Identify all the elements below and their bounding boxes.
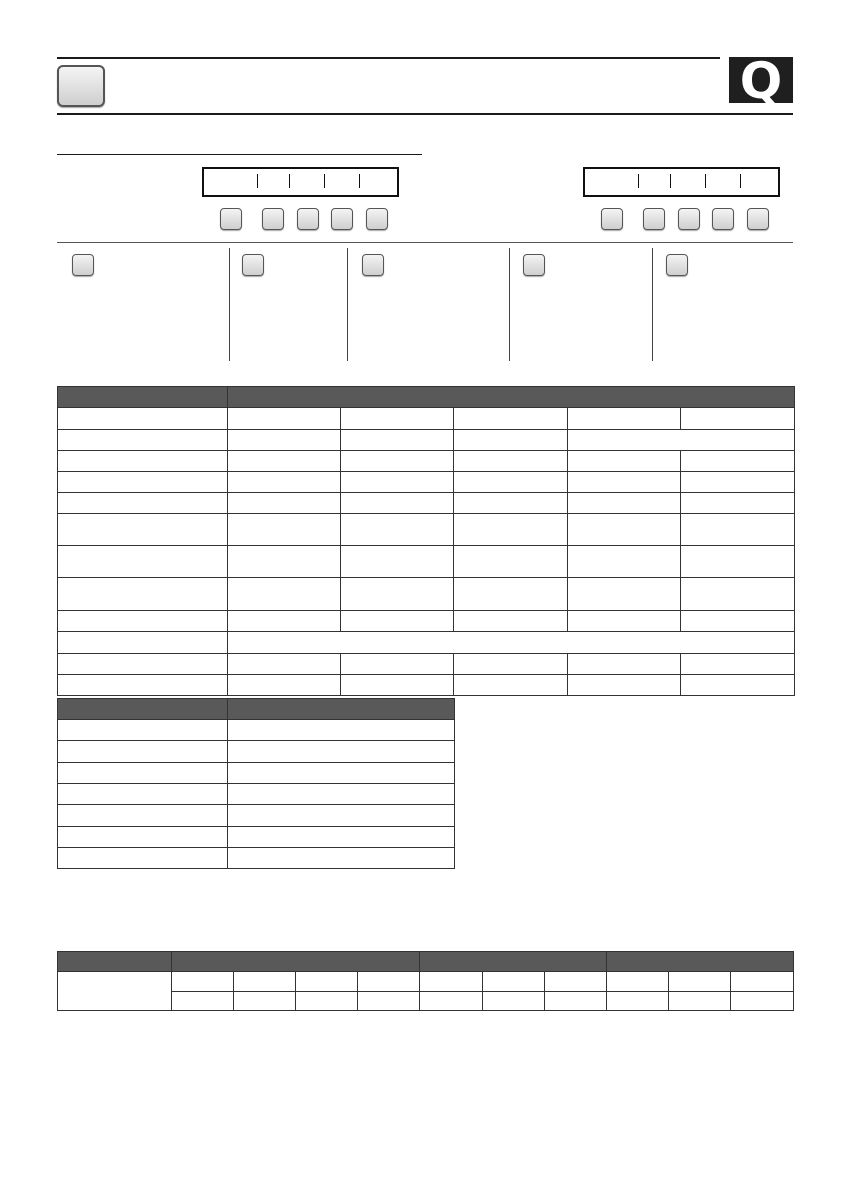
display-segment <box>670 174 671 188</box>
table-cell <box>172 972 234 992</box>
table-row <box>58 720 455 741</box>
table-cell <box>58 632 228 654</box>
table-row <box>58 784 455 805</box>
table-cell <box>58 546 228 578</box>
table-cell <box>568 514 681 546</box>
table-cell <box>482 972 544 992</box>
table-row <box>58 493 795 514</box>
table-cell <box>668 972 730 992</box>
header-cell <box>58 699 228 720</box>
table-cell <box>454 472 568 493</box>
table-cell <box>58 430 228 451</box>
table-cell <box>341 611 454 632</box>
table-cell <box>234 992 296 1011</box>
table-cell <box>358 992 420 1011</box>
table-cell <box>228 546 341 578</box>
bottom-table <box>57 951 794 1011</box>
table-cell <box>58 763 228 784</box>
table-row <box>58 632 795 654</box>
table-cell <box>668 992 730 1011</box>
setting-key-1[interactable] <box>72 254 94 276</box>
table-cell <box>341 408 454 430</box>
display-segment <box>740 174 741 188</box>
table-cell <box>228 611 341 632</box>
table-cell <box>681 472 795 493</box>
header-cell <box>58 952 172 972</box>
table-cell <box>568 546 681 578</box>
table-cell <box>58 493 228 514</box>
table-cell <box>172 992 234 1011</box>
table-cell <box>420 972 482 992</box>
table-cell <box>228 805 455 827</box>
display-segment <box>705 174 706 188</box>
table-cell <box>454 654 568 675</box>
table-cell <box>341 451 454 472</box>
table-cell <box>681 408 795 430</box>
table-row <box>58 805 455 827</box>
table-cell <box>454 578 568 611</box>
right-key-4[interactable] <box>712 208 734 230</box>
header-cell <box>420 952 606 972</box>
spec-table <box>57 386 795 696</box>
table-cell <box>681 451 795 472</box>
table-cell <box>58 408 228 430</box>
table-row <box>58 578 795 611</box>
table-cell <box>341 654 454 675</box>
table-row <box>58 451 795 472</box>
table-cell <box>730 992 793 1011</box>
table-cell <box>568 472 681 493</box>
table-cell <box>228 763 455 784</box>
table-cell <box>228 741 455 763</box>
table-row <box>58 763 455 784</box>
table-cell <box>58 578 228 611</box>
table-cell <box>544 972 606 992</box>
table-cell <box>454 514 568 546</box>
table-cell <box>730 972 793 992</box>
section-rule <box>57 154 422 155</box>
left-key-4[interactable] <box>331 208 353 230</box>
display-segment <box>324 174 325 188</box>
table-cell <box>568 675 681 696</box>
table-cell <box>568 611 681 632</box>
table-cell <box>58 720 228 741</box>
table-cell <box>58 827 228 848</box>
table-cell <box>228 408 341 430</box>
table-cell <box>454 675 568 696</box>
table-cell <box>681 675 795 696</box>
right-key-2[interactable] <box>643 208 665 230</box>
table-cell <box>341 546 454 578</box>
table-cell <box>681 514 795 546</box>
left-key-1[interactable] <box>220 208 242 230</box>
table-cell <box>681 611 795 632</box>
setting-key-5[interactable] <box>666 254 688 276</box>
table-cell <box>341 578 454 611</box>
table-cell <box>568 430 795 451</box>
table-cell <box>568 578 681 611</box>
left-key-5[interactable] <box>366 208 388 230</box>
table-cell <box>681 578 795 611</box>
table-cell <box>606 992 668 1011</box>
table-cell <box>228 848 455 869</box>
table-cell <box>454 493 568 514</box>
header-cell <box>172 952 420 972</box>
display-segment <box>289 174 290 188</box>
table-header-row <box>58 952 794 972</box>
header-cell <box>606 952 793 972</box>
table-cell <box>681 546 795 578</box>
table-cell <box>58 784 228 805</box>
table-cell <box>228 784 455 805</box>
table-header-row <box>58 387 795 408</box>
left-key-3[interactable] <box>297 208 319 230</box>
table-cell <box>58 654 228 675</box>
table-cell <box>228 654 341 675</box>
table-cell <box>454 546 568 578</box>
table-row <box>58 741 455 763</box>
table-cell <box>228 451 341 472</box>
table-cell <box>58 972 172 1011</box>
table-cell <box>341 493 454 514</box>
sub-table <box>57 698 455 869</box>
left-display <box>202 167 399 197</box>
table-cell <box>454 430 568 451</box>
table-cell <box>606 972 668 992</box>
table-cell <box>454 451 568 472</box>
setting-key-4[interactable] <box>523 254 545 276</box>
table-row <box>58 972 794 992</box>
table-cell <box>58 472 228 493</box>
header-key-icon <box>57 65 105 107</box>
table-cell <box>228 675 341 696</box>
setting-key-3[interactable] <box>362 254 384 276</box>
table-row <box>58 430 795 451</box>
table-cell <box>681 654 795 675</box>
table-cell <box>234 972 296 992</box>
table-row <box>58 611 795 632</box>
table-row <box>58 654 795 675</box>
table-header-row <box>58 699 455 720</box>
table-cell <box>358 972 420 992</box>
table-cell <box>58 611 228 632</box>
table-cell <box>296 992 358 1011</box>
left-key-2[interactable] <box>262 208 284 230</box>
table-cell <box>341 472 454 493</box>
header-bottom-rule <box>57 113 793 115</box>
settings-divider <box>652 248 653 361</box>
table-row <box>58 848 455 869</box>
table-cell <box>58 848 228 869</box>
table-cell <box>228 472 341 493</box>
table-cell <box>58 514 228 546</box>
table-cell <box>420 992 482 1011</box>
display-segment <box>359 174 360 188</box>
header-top-rule <box>57 57 720 59</box>
table-cell <box>228 430 341 451</box>
display-segment <box>638 174 639 188</box>
header-cell <box>228 699 455 720</box>
display-segment <box>257 174 258 188</box>
header-cell <box>58 387 228 408</box>
table-cell <box>482 992 544 1011</box>
table-cell <box>568 493 681 514</box>
settings-divider <box>229 248 230 361</box>
table-cell <box>58 741 228 763</box>
table-cell <box>228 827 455 848</box>
right-key-1[interactable] <box>601 208 623 230</box>
table-cell <box>568 408 681 430</box>
settings-divider <box>347 248 348 361</box>
table-row <box>58 514 795 546</box>
brand-logo <box>729 52 793 110</box>
table-cell <box>58 451 228 472</box>
setting-key-2[interactable] <box>242 254 264 276</box>
header-cell <box>228 387 795 408</box>
right-display <box>583 167 780 197</box>
table-row <box>58 472 795 493</box>
right-key-5[interactable] <box>747 208 769 230</box>
table-cell <box>454 408 568 430</box>
table-cell <box>58 675 228 696</box>
settings-rule <box>57 242 793 243</box>
table-row <box>58 675 795 696</box>
table-cell <box>341 514 454 546</box>
table-cell <box>568 451 681 472</box>
table-cell <box>228 514 341 546</box>
table-row <box>58 546 795 578</box>
right-key-3[interactable] <box>678 208 700 230</box>
table-cell <box>228 720 455 741</box>
table-cell <box>454 611 568 632</box>
table-cell <box>228 493 341 514</box>
table-cell <box>296 972 358 992</box>
table-row <box>58 408 795 430</box>
table-cell <box>228 578 341 611</box>
table-cell <box>341 430 454 451</box>
table-cell <box>568 654 681 675</box>
table-cell <box>341 675 454 696</box>
brand-logo-letter: Q <box>739 52 783 110</box>
table-cell <box>681 493 795 514</box>
settings-divider <box>509 248 510 361</box>
table-cell <box>228 632 795 654</box>
table-cell <box>58 805 228 827</box>
table-row <box>58 827 455 848</box>
table-cell <box>544 992 606 1011</box>
